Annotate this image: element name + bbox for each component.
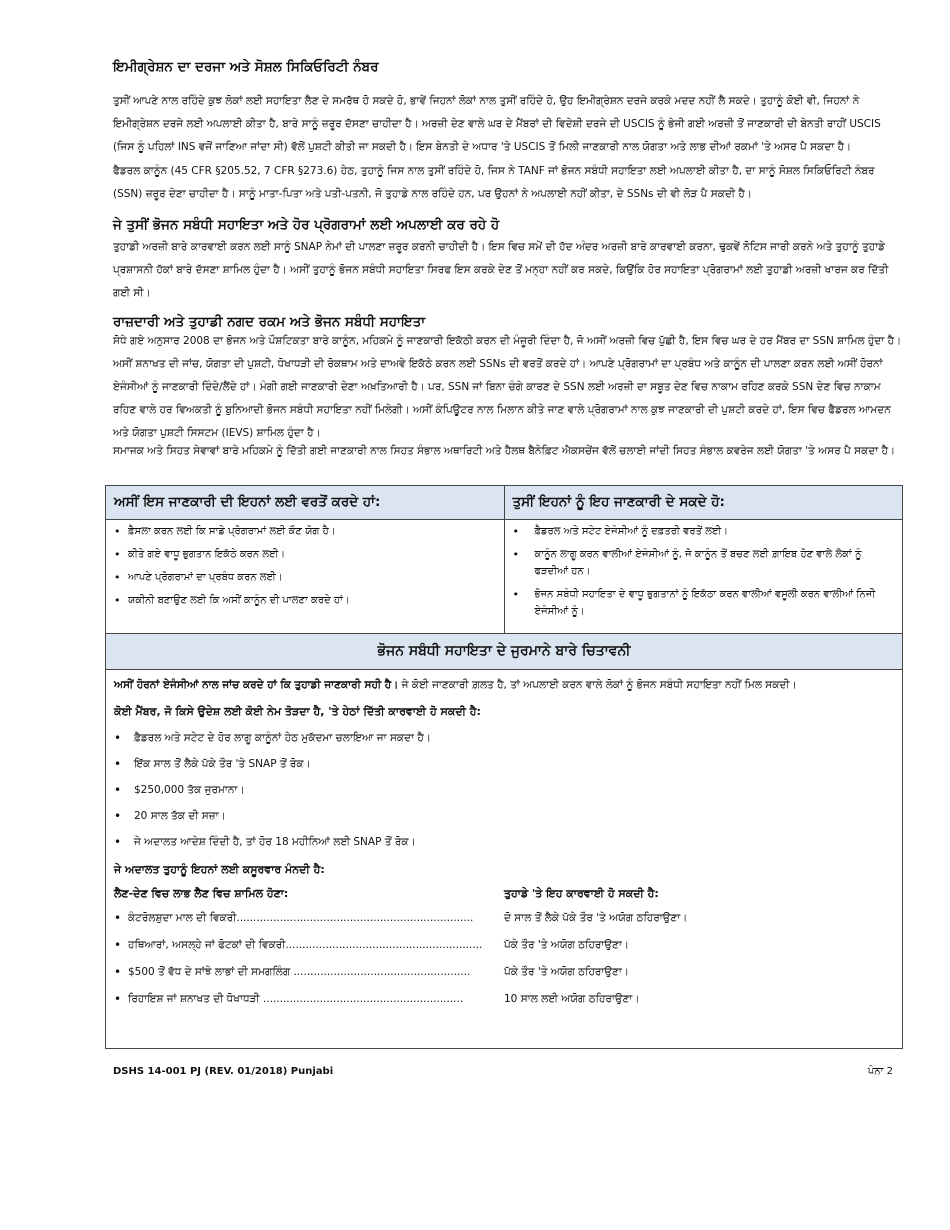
conviction-penalty: ਪੱਕੇ ਤੌਰ 'ਤੇ ਅਯੋਗ ਠਹਿਰਾਉਣਾ। <box>504 939 629 951</box>
conviction-right-header: ਤੁਹਾਡੇ 'ਤੇ ਇਹ ਕਾਰਵਾਈ ਹੋ ਸਕਦੀ ਹੈ: <box>504 887 659 900</box>
penalty-intro-bold: ਅਸੀਂ ਹੋਰਨਾਂ ਏਜੰਸੀਆਂ ਨਾਲ ਜਾਂਚ ਕਰਦੇ ਹਾਂ ਕਿ ਤੁਹਾਡੀ ਜਾਣਕਾਰੀ ਸਹੀ ਹੈ। <box>114 679 399 691</box>
page-number: ਪੰਨਾ 2 <box>867 1066 893 1077</box>
list-item: • 20 ਸਾਲ ਤੱਕ ਦੀ ਸਜ਼ਾ। <box>114 803 894 829</box>
penalty-intro-rest: ਜੇ ਕੋਈ ਜਾਣਕਾਰੀ ਗ਼ਲਤ ਹੈ, ਤਾਂ ਅਪਲਾਈ ਕਰਨ ਵਾਲੇ ਲੋਕਾਂ ਨੂੰ ਭੋਜਨ ਸਬੰਧੀ ਸਹਾਇਤਾ ਨਹੀਂ ਮਿਲ ਸਕਦੀ। <box>398 679 797 691</box>
penalty-actions-subheading: ਕੋਈ ਮੈਂਬਰ, ਜੋ ਕਿਸੇ ਉਦੇਸ਼ ਲਈ ਕੋਈ ਨੇਮ ਤੋੜਦਾ ਹੈ, 'ਤੇ ਹੇਠਾਂ ਦਿੱਤੀ ਕਾਰਵਾਈ ਹੋ ਸਕਦੀ ਹੈ: <box>114 705 481 718</box>
immigration-paragraph-2: ਫੈਡਰਲ ਕਾਨੂੰਨ (45 CFR §205.52, 7 CFR §273.6) ਹੇਠ, ਤੁਹਾਨੂੰ ਜਿਸ ਨਾਲ ਤੁਸੀਂ ਰਹਿੰਦੇ ਹੋ, ਜਿਸ ਨੇ TANF ਜਾਂ ਭੋਜਨ ਸਬੰਧੀ ਸਹਾਇਤਾ ਲਈ ਅਪਲਾਈ ਕੀਤਾ ਹੈ, ਦਾ ਸਾਨੂੰ ਸੋਸ਼ਲ ਸਿਕਿਓਰਿਟੀ ਨੰਬਰ (SSN) ਜ਼ਰੂਰ ਦੇਣਾ ਚਾਹੀਦਾ ਹੈ। ਸਾਨੂੰ ਮਾਤਾ-ਪਿਤਾ ਅਤੇ ਪਤੀ-ਪਤਨੀ, ਜੋ ਤੁਹਾਡੇ ਨਾਲ ਰਹਿੰਦੇ ਹਨ, ਪਰ ਉਹਨਾਂ ਨੇ ਅਪਲਾਈ ਨਹੀਂ ਕੀਤਾ, ਦੇ SSNs ਦੀ ਵੀ ਲੋੜ ਪੈ ਸਕਦੀ ਹੈ। <box>113 165 875 200</box>
conviction-penalty: ਪੱਕੇ ਤੌਰ 'ਤੇ ਅਯੋਗ ਠਹਿਰਾਉਣਾ। <box>504 966 629 978</box>
applying-paragraph: ਤੁਹਾਡੀ ਅਰਜ਼ੀ ਬਾਰੇ ਕਾਰਵਾਈ ਕਰਨ ਲਈ ਸਾਨੂੰ SNAP ਨੇਮਾਂ ਦੀ ਪਾਲਣਾ ਜ਼ਰੂਰ ਕਰਨੀ ਚਾਹੀਦੀ ਹੈ। ਇਸ ਵਿਚ ਸਮੇਂ ਦੀ ਹੱਦ ਅੰਦਰ ਅਰਜ਼ੀ ਬਾਰੇ ਕਾਰਵਾਈ ਕਰਨਾ, ਢੁਕਵੇਂ ਨੋਟਿਸ ਜਾਰੀ ਕਰਨੇ ਅਤੇ ਤੁਹਾਨੂੰ ਤੁਹਾਡੇ ਪ੍ਰਸ਼ਾਸਨੀ ਹੱਕਾਂ ਬਾਰੇ ਦੱਸਣਾ ਸ਼ਾਮਿਲ ਹੁੰਦਾ ਹੈ। ਅਸੀਂ ਤੁਹਾਨੂੰ ਭੋਜਨ ਸਬੰਧੀ ਸਹਾਇਤਾ ਸਿਰਫ ਇਸ ਕਰਕੇ ਦੇਣ ਤੋਂ ਮਨ੍ਹਾ ਨਹੀਂ ਕਰ ਸਕਦੇ, ਕਿਉਂਕਿ ਹੋਰ ਸਹਾਇਤਾ ਪ੍ਰੋਗਰਾਮਾਂ ਲਈ ਤੁਹਾਡੀ ਅਰਜ਼ੀ ਖਾਰਜ ਕਰ ਦਿੱਤੀ ਗਈ ਸੀ। <box>113 241 889 299</box>
privacy-paragraph-1: ਸੋਧੇ ਗਏ ਅਨੁਸਾਰ 2008 ਦਾ ਭੋਜਨ ਅਤੇ ਪੌਸ਼ਟਿਕਤਾ ਬਾਰੇ ਕਾਨੂੰਨ, ਮਹਿਕਮੇ ਨੂੰ ਜਾਣਕਾਰੀ ਇਕੱਠੀ ਕਰਨ ਦੀ ਮੰਜ਼ੂਰੀ ਦਿੰਦਾ ਹੈ, ਜੋ ਅਸੀਂ ਅਰਜ਼ੀ ਵਿਚ ਪੁੱਛੀ ਹੈ, ਇਸ ਵਿਚ ਘਰ ਦੇ ਹਰ ਮੈਂਬਰ ਦਾ SSN ਸ਼ਾਮਿਲ ਹੁੰਦਾ ਹੈ। ਅਸੀਂ ਸ਼ਨਾਖਤ ਦੀ ਜਾਂਚ, ਯੋਗਤਾ ਦੀ ਪੁਸ਼ਟੀ, ਧੋਖਾਧੜੀ ਦੀ ਰੋਕਥਾਮ ਅਤੇ ਦਾਅਵੇ ਇਕੱਠੇ ਕਰਨ ਲਈ SSNs ਦੀ ਵਰਤੋਂ ਕਰਦੇ ਹਾਂ। ਆਪਣੇ ਪ੍ਰੋਗਰਾਮਾਂ ਦਾ ਪ੍ਰਬੰਧ ਅਤੇ ਕਾਨੂੰਨ ਦੀ ਪਾਲਣਾ ਕਰਨ ਲਈ ਅਸੀਂ ਹੋਰਨਾਂ ਏਜੰਸੀਆਂ ਨੂੰ ਜਾਣਕਾਰੀ ਦਿੰਦੇ/ਲੈਂਦੇ ਹਾਂ। ਮੰਗੀ ਗਈ ਜਾਣਕਾਰੀ ਦੇਣਾ ਅਖ਼ਤਿਆਰੀ ਹੈ। ਪਰ, SSN ਜਾਂ ਬਿਨਾ ਚੰਗੇ ਕਾਰਣ ਦੇ SSN ਲਈ ਅਰਜ਼ੀ ਦਾ ਸਬੂਤ ਦੇਣ ਵਿਚ ਨਾਕਾਮ ਰਹਿਣ ਕਰਕੇ SSN ਦੇਣ ਵਿਚ ਨਾਕਾਮ ਰਹਿਣ ਵਾਲੇ ਹਰ ਵਿਅਕਤੀ ਨੂੰ ਬੁਨਿਆਦੀ ਭੋਜਨ ਸਬੰਧੀ ਸਹਾਇਤਾ ਨਹੀਂ ਮਿਲੇਗੀ। ਅਸੀਂ ਕੰਪਿਊਟਰ ਨਾਲ ਮਿਲਾਨ ਕੀਤੇ ਜਾਣ ਵਾਲੇ ਪ੍ਰੋਗਰਾਮਾਂ ਨਾਲ ਕੁਝ ਜਾਣਕਾਰੀ ਦੀ ਪੁਸ਼ਟੀ ਕਰਦੇ ਹਾਂ, ਇਸ ਵਿਚ ਫੈਡਰਲ ਆਮਦਨ ਅਤੇ ਯੋਗਤਾ ਪੁਸ਼ਟੀ ਸਿਸਟਮ (IEVS) ਸ਼ਾਮਿਲ ਹੁੰਦਾ ਹੈ। <box>113 335 902 439</box>
list-item: • ਭੋਜਨ ਸਬੰਧੀ ਸਹਾਇਤਾ ਦੇ ਵਾਧੂ ਭੁਗਤਾਨਾਂ ਨੂੰ ਇਕੱਠਾ ਕਰਨ ਵਾਲੀਆਂ ਵਸੂਲੀ ਕਰਨ ਵਾਲੀਆਂ ਨਿਜੀ ਏਜੰਸੀਆਂ ਨੂੰ। <box>513 586 895 620</box>
conviction-header <box>114 883 894 905</box>
immigration-paragraph-1: ਤੁਸੀਂ ਆਪਣੇ ਨਾਲ ਰਹਿੰਦੇ ਕੁਝ ਲੋਕਾਂ ਲਈ ਸਹਾਇਤਾ ਲੈਣ ਦੇ ਸਮਰੱਥ ਹੋ ਸਕਦੇ ਹੋ, ਭਾਵੇਂ ਜਿਹਨਾਂ ਲੋਕਾਂ ਨਾਲ ਤੁਸੀਂ ਰਹਿੰਦੇ ਹੋ, ਉਹ ਇਮੀਗ੍ਰੇਸ਼ਨ ਦਰਜੇ ਕਰਕੇ ਮਦਦ ਨਹੀਂ ਲੈ ਸਕਦੇ। ਤੁਹਾਨੂੰ ਕੋਈ ਵੀ, ਜਿਹਨਾਂ ਨੇ ਇਮੀਗ੍ਰੇਸ਼ਨ ਦਰਜੇ ਲਈ ਅਪਲਾਈ ਕੀਤਾ ਹੈ, ਬਾਰੇ ਸਾਨੂੰ ਜ਼ਰੂਰ ਦੱਸਣਾ ਚਾਹੀਦਾ ਹੈ। ਅਰਜ਼ੀ ਦੇਣ ਵਾਲੇ ਘਰ ਦੇ ਮੈਂਬਰਾਂ ਦੀ ਵਿਦੇਸ਼ੀ ਦਰਜੇ ਦੀ USCIS ਨੂੰ ਭੇਜੀ ਗਈ ਅਰਜ਼ੀ ਤੋਂ ਜਾਣਕਾਰੀ ਦੀ ਬੇਨਤੀ ਰਾਹੀਂ USCIS (ਜਿਸ ਨੂੰ ਪਹਿਲਾਂ INS ਵਜੋਂ ਜਾਣਿਆ ਜਾਂਦਾ ਸੀ) ਵੱਲੋਂ ਪੁਸ਼ਟੀ ਕੀਤੀ ਜਾ ਸਕਦੀ ਹੈ। ਇਸ ਬੇਨਤੀ ਦੇ ਅਧਾਰ 'ਤੇ USCIS ਤੋਂ ਮਿਲੀ ਜਾਣਕਾਰੀ ਨਾਲ ਯੋਗਤਾ ਅਤੇ ਲਾਭ ਦੀਆਂ ਰਕਮਾਂ 'ਤੇ ਅਸਰ ਪੈ ਸਕਦਾ ਹੈ। <box>113 95 881 153</box>
list-item: • $250,000 ਤੱਕ ਜੁਰਮਾਨਾ। <box>114 777 894 803</box>
conviction-offense: • ਹਥਿਆਰਾਂ, ਅਸਲ੍ਹੇ ਜਾਂ ਫੋਟਕਾਂ ਦੀ ਵਿਕਰੀ........................................................... <box>128 939 483 951</box>
list-item: • ਕਾਨੂੰਨ ਲਾਗੂ ਕਰਨ ਵਾਲੀਆਂ ਏਜੰਸੀਆਂ ਨੂੰ, ਜੋ ਕਾਨੂੰਨ ਤੋਂ ਬਚਣ ਲਈ ਗ਼ਾਇਬ ਹੋਣ ਵਾਲੇ ਲੋਕਾਂ ਨੂੰ ਫੜਦੀਆਂ ਹਨ। <box>513 546 895 580</box>
list-item: • ਜੇ ਅਦਾਲਤ ਆਦੇਸ਼ ਦਿੰਦੀ ਹੈ, ਤਾਂ ਹੋਰ 18 ਮਹੀਨਿਆਂ ਲਈ SNAP ਤੋਂ ਰੋਕ। <box>114 829 894 855</box>
conviction-row <box>114 959 894 986</box>
conviction-penalty: ਦੋ ਸਾਲ ਤੋਂ ਲੈਕੇ ਪੱਕੇ ਤੌਰ 'ਤੇ ਅਯੋਗ ਠਹਿਰਾਉਣਾ। <box>504 912 688 924</box>
privacy-paragraph-2: ਸਮਾਜਕ ਅਤੇ ਸਿਹਤ ਸੇਵਾਵਾਂ ਬਾਰੇ ਮਹਿਕਮੇ ਨੂੰ ਦਿੱਤੀ ਗਈ ਜਾਣਕਾਰੀ ਨਾਲ ਸਿਹਤ ਸੰਭਾਲ ਅਥਾਰਿਟੀ ਅਤੇ ਹੈਲਥ ਬੈਨੇਫ਼ਿਟ ਐਕਸਚੇਂਜ ਵੱਲੋਂ ਚਲਾਈ ਜਾਂਦੀ ਸਿਹਤ ਸੰਭਾਲ ਕਵਰੇਜ ਲਈ ਯੋਗਤਾ 'ਤੇ ਅਸਰ ਪੈ ਸਕਦਾ ਹੈ। <box>113 445 896 457</box>
immigration-heading: ਇਮੀਗ੍ਰੇਸ਼ਨ ਦਾ ਦਰਜਾ ਅਤੇ ਸੋਸ਼ਲ ਸਿਕਿਓਰਿਟੀ ਨੰਬਰ <box>113 59 379 75</box>
privacy-heading: ਰਾਜ਼ਦਾਰੀ ਅਤੇ ਤੁਹਾਡੀ ਨਗਦ ਰਕਮ ਅਤੇ ਭੋਜਨ ਸਬੰਧੀ ਸਹਾਇਤਾ <box>113 314 426 330</box>
list-item: • ਕੀਤੇ ਗਏ ਵਾਧੂ ਭੁਗਤਾਨ ਇਕੱਠੇ ਕਰਨ ਲਈ। <box>114 546 496 563</box>
info-table-col2-header: ਤੁਸੀਂ ਇਹਨਾਂ ਨੂੰ ਇਹ ਜਾਣਕਾਰੀ ਦੇ ਸਕਦੇ ਹੋ: <box>512 494 725 510</box>
list-item: • ਯਕੀਨੀ ਬਣਾਉਣ ਲਈ ਕਿ ਅਸੀਂ ਕਾਨੂੰਨ ਦੀ ਪਾਲਣਾ ਕਰਦੇ ਹਾਂ। <box>114 592 496 609</box>
conviction-offense: • ਕੰਟਰੋਲਸ਼ੁਦਾ ਮਾਲ ਦੀ ਵਿਕਰੀ....................................................................... <box>128 912 474 924</box>
penalty-heading: ਭੋਜਨ ਸਬੰਧੀ ਸਹਾਇਤਾ ਦੇ ਜੁਰਮਾਨੇ ਬਾਰੇ ਚਿਤਾਵਨੀ <box>106 634 902 670</box>
form-id: DSHS 14-001 PJ (REV. 01/2018) Punjabi <box>113 1066 334 1077</box>
conviction-row <box>114 986 894 1013</box>
list-item: • ਫ਼ੈਡਰਲ ਅਤੇ ਸਟੇਟ ਏਜੰਸੀਆਂ ਨੂੰ ਦਫ਼ਤਰੀ ਵਰਤੋਂ ਲਈ। <box>513 523 895 540</box>
info-table-col2 <box>505 520 903 633</box>
penalty-intro <box>114 674 894 697</box>
info-table <box>105 485 903 1049</box>
conviction-offense: • $500 ਤੋਂ ਵੱਧ ਦੇ ਸਾਂਝੇ ਲਾਭਾਂ ਦੀ ਸਮਗਲਿੰਗ ..................................................... <box>128 966 471 978</box>
info-table-body <box>106 520 902 634</box>
list-item: • ਇੱਕ ਸਾਲ ਤੋਂ ਲੈਕੇ ਪੱਕੇ ਤੌਰ 'ਤੇ SNAP ਤੋਂ ਰੋਕ। <box>114 751 894 777</box>
info-table-header <box>106 486 902 520</box>
applying-heading: ਜੇ ਤੁਸੀਂ ਭੋਜਨ ਸਬੰਧੀ ਸਹਾਇਤਾ ਅਤੇ ਹੋਰ ਪ੍ਰੋਗਰਾਮਾਂ ਲਈ ਅਪਲਾਈ ਕਰ ਰਹੇ ਹੋ <box>113 217 500 233</box>
list-item: • ਫ਼ੈਡਰਲ ਅਤੇ ਸਟੇਟ ਦੇ ਹੋਰ ਲਾਗੂ ਕਾਨੂੰਨਾਂ ਹੇਠ ਮੁਕੱਦਮਾ ਚਲਾਇਆ ਜਾ ਸਕਦਾ ਹੈ। <box>114 725 894 751</box>
conviction-list <box>114 905 894 1013</box>
conviction-row <box>114 905 894 932</box>
conviction-left-header: ਲੈਣ-ਦੇਣ ਵਿਚ ਲਾਭ ਲੈਣ ਵਿਚ ਸ਼ਾਮਿਲ ਹੋਣਾ: <box>114 887 289 900</box>
conviction-penalty: 10 ਸਾਲ ਲਈ ਅਯੋਗ ਠਹਿਰਾਉਣਾ। <box>504 993 640 1005</box>
penalty-actions-list <box>114 725 894 855</box>
list-item: • ਆਪਣੇ ਪ੍ਰੋਗਰਾਮਾਂ ਦਾ ਪ੍ਰਬੰਧ ਕਰਨ ਲਈ। <box>114 569 496 586</box>
info-table-col1 <box>106 520 505 633</box>
info-table-col1-header: ਅਸੀਂ ਇਸ ਜਾਣਕਾਰੀ ਦੀ ਇਹਨਾਂ ਲਈ ਵਰਤੋਂ ਕਰਦੇ ਹਾਂ: <box>106 486 505 519</box>
conviction-row <box>114 932 894 959</box>
conviction-offense: • ਰਿਹਾਇਸ਼ ਜਾਂ ਸ਼ਨਾਖਤ ਦੀ ਧੋਖਾਧੜੀ ............................................................ <box>128 993 464 1005</box>
conviction-subheading: ਜੇ ਅਦਾਲਤ ਤੁਹਾਨੂੰ ਇਹਨਾਂ ਲਈ ਕਸੂਰਵਾਰ ਮੰਨਦੀ ਹੈ: <box>114 863 325 876</box>
penalty-section <box>106 670 902 1048</box>
list-item: • ਫ਼ੈਸਲਾ ਕਰਨ ਲਈ ਕਿ ਸਾਡੇ ਪ੍ਰੋਗਰਾਮਾਂ ਲਈ ਕੌਣ ਯੋਗ ਹੈ। <box>114 523 496 540</box>
